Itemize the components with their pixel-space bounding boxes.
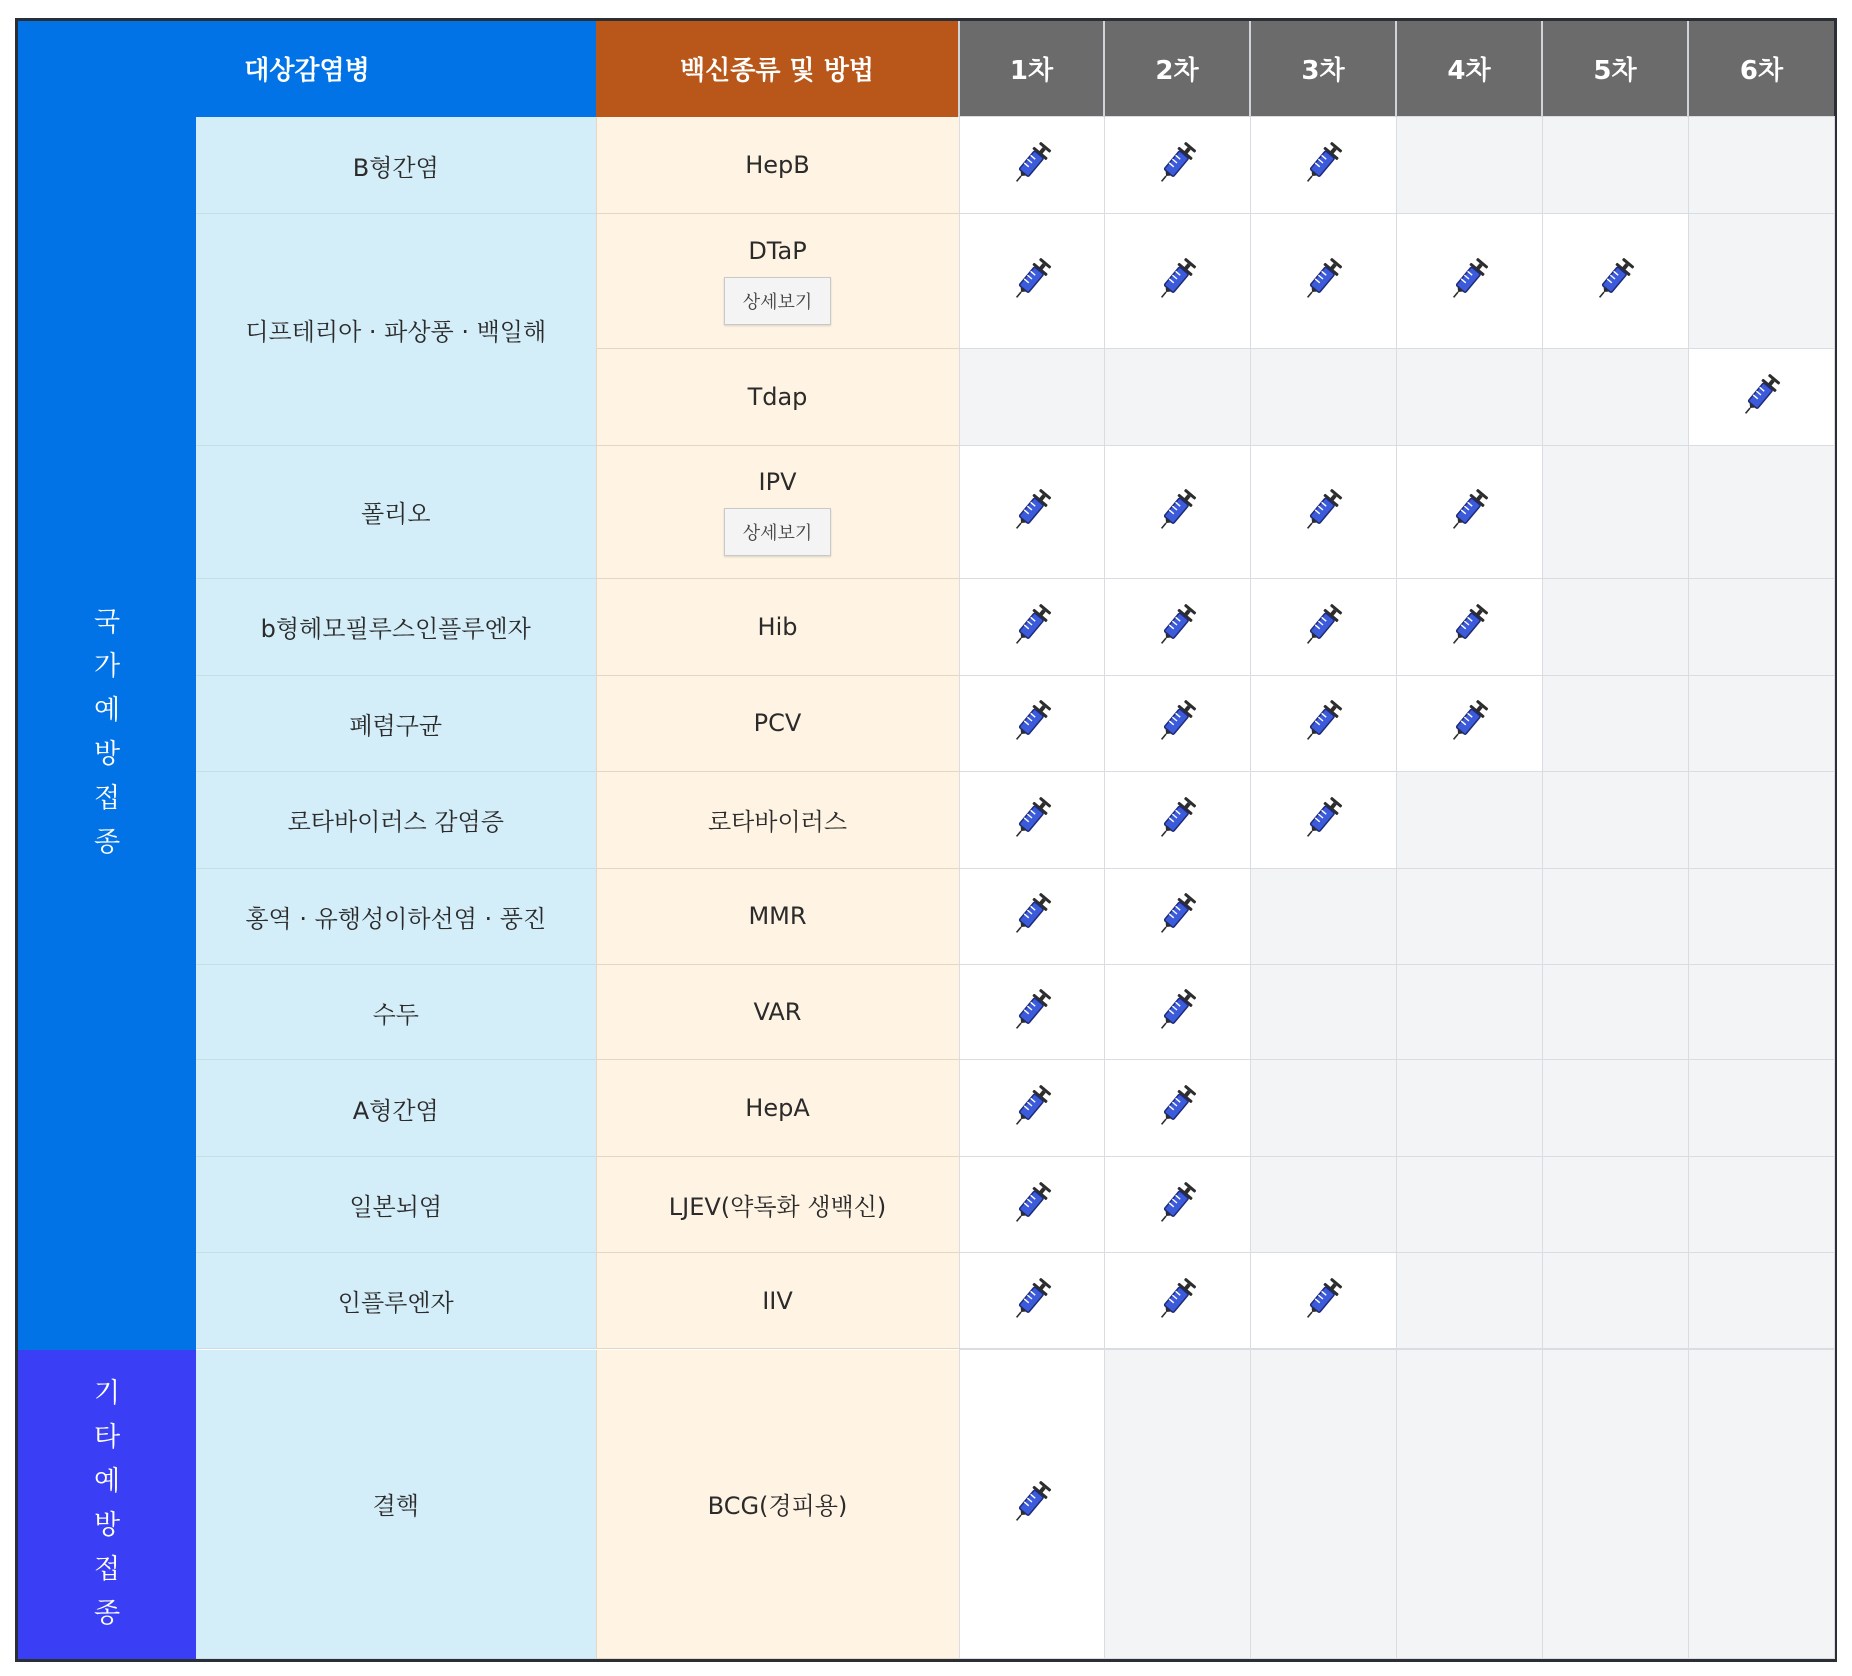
dose-cell-var-3 [1250, 964, 1396, 1060]
dose-cell-pcv-6 [1688, 675, 1834, 771]
schedule-table [18, 21, 1835, 1659]
table-row [18, 675, 1834, 771]
category-char: 방 [93, 1510, 121, 1542]
dose-cell-var-2 [1104, 964, 1250, 1060]
syringe-icon [1010, 1477, 1054, 1527]
dose-cell-hib-3 [1250, 578, 1396, 675]
dose-cell-ipv-4 [1396, 445, 1542, 578]
dose-cell-hib-6 [1688, 578, 1834, 675]
syringe-icon [1155, 138, 1199, 188]
vaccine-column-header: 백신종류 및 방법 [596, 21, 959, 117]
vaccination-schedule [15, 18, 1837, 1662]
syringe-icon [1155, 793, 1199, 843]
category-char: 종 [93, 1598, 121, 1630]
syringe-icon [1010, 485, 1054, 535]
syringe-icon [1010, 985, 1054, 1035]
dose-cell-bcg-1 [959, 1350, 1104, 1659]
syringe-icon [1447, 254, 1491, 304]
syringe-icon [1155, 254, 1199, 304]
dose-cell-hepa-2 [1104, 1060, 1250, 1157]
table-row [18, 214, 1834, 348]
syringe-icon [1739, 370, 1783, 420]
syringe-icon [1010, 1081, 1054, 1131]
syringe-icon [1301, 138, 1345, 188]
table-row [18, 1253, 1834, 1349]
syringe-icon [1010, 1178, 1054, 1228]
syringe-icon [1301, 485, 1345, 535]
dose-cell-hepb-3 [1250, 117, 1396, 214]
syringe-icon [1010, 254, 1054, 304]
dose-cell-rota-6 [1688, 771, 1834, 868]
dose-cell-ipv-2 [1104, 445, 1250, 578]
table-row [18, 578, 1834, 675]
syringe-icon [1010, 889, 1054, 939]
dose-cell-ipv-5 [1542, 445, 1688, 578]
vaccine-bcg: BCG(경피용) [596, 1350, 959, 1659]
disease-pcv: 폐렴구균 [196, 675, 596, 771]
disease-dtp: 디프테리아 · 파상풍 · 백일해 [196, 214, 596, 445]
syringe-icon [1010, 600, 1054, 650]
dose-cell-rota-3 [1250, 771, 1396, 868]
syringe-icon [1301, 793, 1345, 843]
dose-cell-dtap-2 [1104, 214, 1250, 348]
dose-cell-ljev-5 [1542, 1157, 1688, 1253]
table-row [18, 1157, 1834, 1253]
syringe-icon [1010, 1274, 1054, 1324]
disease-polio: 폴리오 [196, 445, 596, 578]
disease-je: 일본뇌염 [196, 1157, 596, 1253]
category-other [18, 1350, 196, 1659]
dose-cell-bcg-4 [1396, 1350, 1542, 1659]
dose-cell-hepb-5 [1542, 117, 1688, 214]
dose-cell-bcg-6 [1688, 1350, 1834, 1659]
dose-cell-var-5 [1542, 964, 1688, 1060]
syringe-icon [1155, 889, 1199, 939]
vaccine-hib: Hib [596, 578, 959, 675]
disease-tb: 결핵 [196, 1350, 596, 1659]
dose-cell-rota-4 [1396, 771, 1542, 868]
dose-cell-mmr-4 [1396, 868, 1542, 964]
ipv-detail-button[interactable]: 상세보기 [724, 508, 832, 556]
dose-cell-iiv-3 [1250, 1253, 1396, 1349]
dose-cell-tdap-3 [1250, 348, 1396, 445]
disease-column-header: 대상감염병 [18, 21, 596, 117]
dose-cell-mmr-1 [959, 868, 1104, 964]
syringe-icon [1010, 793, 1054, 843]
dose-header-4: 4차 [1396, 21, 1542, 117]
disease-hib: b형헤모필루스인플루엔자 [196, 578, 596, 675]
table-row [18, 868, 1834, 964]
dose-cell-ljev-1 [959, 1157, 1104, 1253]
category-char: 기 [93, 1378, 121, 1410]
dose-cell-tdap-5 [1542, 348, 1688, 445]
dose-cell-bcg-3 [1250, 1350, 1396, 1659]
dose-cell-hepb-1 [959, 117, 1104, 214]
dose-cell-rota-1 [959, 771, 1104, 868]
dose-cell-iiv-4 [1396, 1253, 1542, 1349]
dose-cell-ljev-3 [1250, 1157, 1396, 1253]
dose-cell-bcg-2 [1104, 1350, 1250, 1659]
category-char: 타 [93, 1422, 121, 1454]
vaccine-ljev: LJEV(약독화 생백신) [596, 1157, 959, 1253]
dose-cell-hepb-2 [1104, 117, 1250, 214]
dose-cell-hib-4 [1396, 578, 1542, 675]
vaccine-pcv: PCV [596, 675, 959, 771]
dose-cell-mmr-2 [1104, 868, 1250, 964]
category-char: 국 [93, 607, 121, 639]
dose-header-2: 2차 [1104, 21, 1250, 117]
vaccine-ipv [596, 445, 959, 578]
category-char: 접 [93, 1554, 121, 1586]
dose-cell-tdap-1 [959, 348, 1104, 445]
dose-cell-hepa-3 [1250, 1060, 1396, 1157]
dose-cell-pcv-1 [959, 675, 1104, 771]
syringe-icon [1010, 138, 1054, 188]
syringe-icon [1155, 1178, 1199, 1228]
dose-cell-ljev-6 [1688, 1157, 1834, 1253]
dose-header-3: 3차 [1250, 21, 1396, 117]
dose-cell-tdap-6 [1688, 348, 1834, 445]
syringe-icon [1155, 1081, 1199, 1131]
category-char: 종 [93, 827, 121, 859]
category-char: 방 [93, 739, 121, 771]
dose-cell-hepa-1 [959, 1060, 1104, 1157]
table-row [18, 117, 1834, 214]
syringe-icon [1301, 600, 1345, 650]
dose-cell-var-4 [1396, 964, 1542, 1060]
dose-cell-hepb-6 [1688, 117, 1834, 214]
dose-cell-iiv-2 [1104, 1253, 1250, 1349]
dose-header-6: 6차 [1688, 21, 1834, 117]
vaccine-hepb: HepB [596, 117, 959, 214]
vaccine-name: IPV [758, 467, 797, 496]
dose-cell-hepa-4 [1396, 1060, 1542, 1157]
dose-cell-iiv-1 [959, 1253, 1104, 1349]
table-row [18, 1060, 1834, 1157]
dose-cell-dtap-3 [1250, 214, 1396, 348]
category-char: 가 [93, 651, 121, 683]
disease-var: 수두 [196, 964, 596, 1060]
syringe-icon [1155, 985, 1199, 1035]
dose-cell-hepa-5 [1542, 1060, 1688, 1157]
syringe-icon [1447, 600, 1491, 650]
table-row [18, 445, 1834, 578]
dose-cell-mmr-5 [1542, 868, 1688, 964]
dose-cell-var-1 [959, 964, 1104, 1060]
syringe-icon [1155, 1274, 1199, 1324]
category-national [18, 117, 196, 1350]
syringe-icon [1301, 254, 1345, 304]
dose-cell-tdap-4 [1396, 348, 1542, 445]
header-row [18, 21, 1834, 117]
vaccine-hepa: HepA [596, 1060, 959, 1157]
dose-cell-hepb-4 [1396, 117, 1542, 214]
dose-cell-var-6 [1688, 964, 1834, 1060]
dose-cell-dtap-6 [1688, 214, 1834, 348]
dose-header-5: 5차 [1542, 21, 1688, 117]
disease-flu: 인플루엔자 [196, 1253, 596, 1349]
dose-cell-ipv-6 [1688, 445, 1834, 578]
dose-header-1: 1차 [959, 21, 1104, 117]
dose-cell-pcv-2 [1104, 675, 1250, 771]
vaccine-var: VAR [596, 964, 959, 1060]
category-char: 예 [93, 1466, 121, 1498]
dose-cell-dtap-5 [1542, 214, 1688, 348]
dose-cell-dtap-4 [1396, 214, 1542, 348]
vaccine-mmr: MMR [596, 868, 959, 964]
dose-cell-bcg-5 [1542, 1350, 1688, 1659]
vaccine-name: DTaP [748, 237, 807, 266]
syringe-icon [1155, 485, 1199, 535]
vaccine-dtap [596, 214, 959, 348]
dose-cell-tdap-2 [1104, 348, 1250, 445]
disease-hepb: B형간염 [196, 117, 596, 214]
dose-cell-iiv-6 [1688, 1253, 1834, 1349]
syringe-icon [1155, 600, 1199, 650]
dose-cell-hib-1 [959, 578, 1104, 675]
dose-cell-rota-2 [1104, 771, 1250, 868]
dose-cell-pcv-4 [1396, 675, 1542, 771]
syringe-icon [1447, 485, 1491, 535]
dose-cell-pcv-3 [1250, 675, 1396, 771]
disease-rota: 로타바이러스 감염증 [196, 771, 596, 868]
disease-hepa: A형간염 [196, 1060, 596, 1157]
table-row [18, 771, 1834, 868]
syringe-icon [1593, 254, 1637, 304]
syringe-icon [1155, 696, 1199, 746]
dose-cell-ljev-4 [1396, 1157, 1542, 1253]
syringe-icon [1301, 696, 1345, 746]
dose-cell-rota-5 [1542, 771, 1688, 868]
syringe-icon [1010, 696, 1054, 746]
dose-cell-ljev-2 [1104, 1157, 1250, 1253]
dose-cell-dtap-1 [959, 214, 1104, 348]
dose-cell-mmr-3 [1250, 868, 1396, 964]
vaccine-rota: 로타바이러스 [596, 771, 959, 868]
table-row [18, 964, 1834, 1060]
syringe-icon [1301, 1274, 1345, 1324]
dose-cell-mmr-6 [1688, 868, 1834, 964]
dose-cell-hepa-6 [1688, 1060, 1834, 1157]
dose-cell-iiv-5 [1542, 1253, 1688, 1349]
vaccine-tdap: Tdap [596, 348, 959, 445]
dtap-detail-button[interactable]: 상세보기 [724, 277, 832, 325]
dose-cell-hib-2 [1104, 578, 1250, 675]
category-char: 예 [93, 695, 121, 727]
category-char: 접 [93, 783, 121, 815]
dose-cell-ipv-3 [1250, 445, 1396, 578]
table-row [18, 1350, 1834, 1659]
syringe-icon [1447, 696, 1491, 746]
dose-cell-hib-5 [1542, 578, 1688, 675]
disease-mmr: 홍역 · 유행성이하선염 · 풍진 [196, 868, 596, 964]
dose-cell-pcv-5 [1542, 675, 1688, 771]
vaccine-iiv: IIV [596, 1253, 959, 1349]
dose-cell-ipv-1 [959, 445, 1104, 578]
